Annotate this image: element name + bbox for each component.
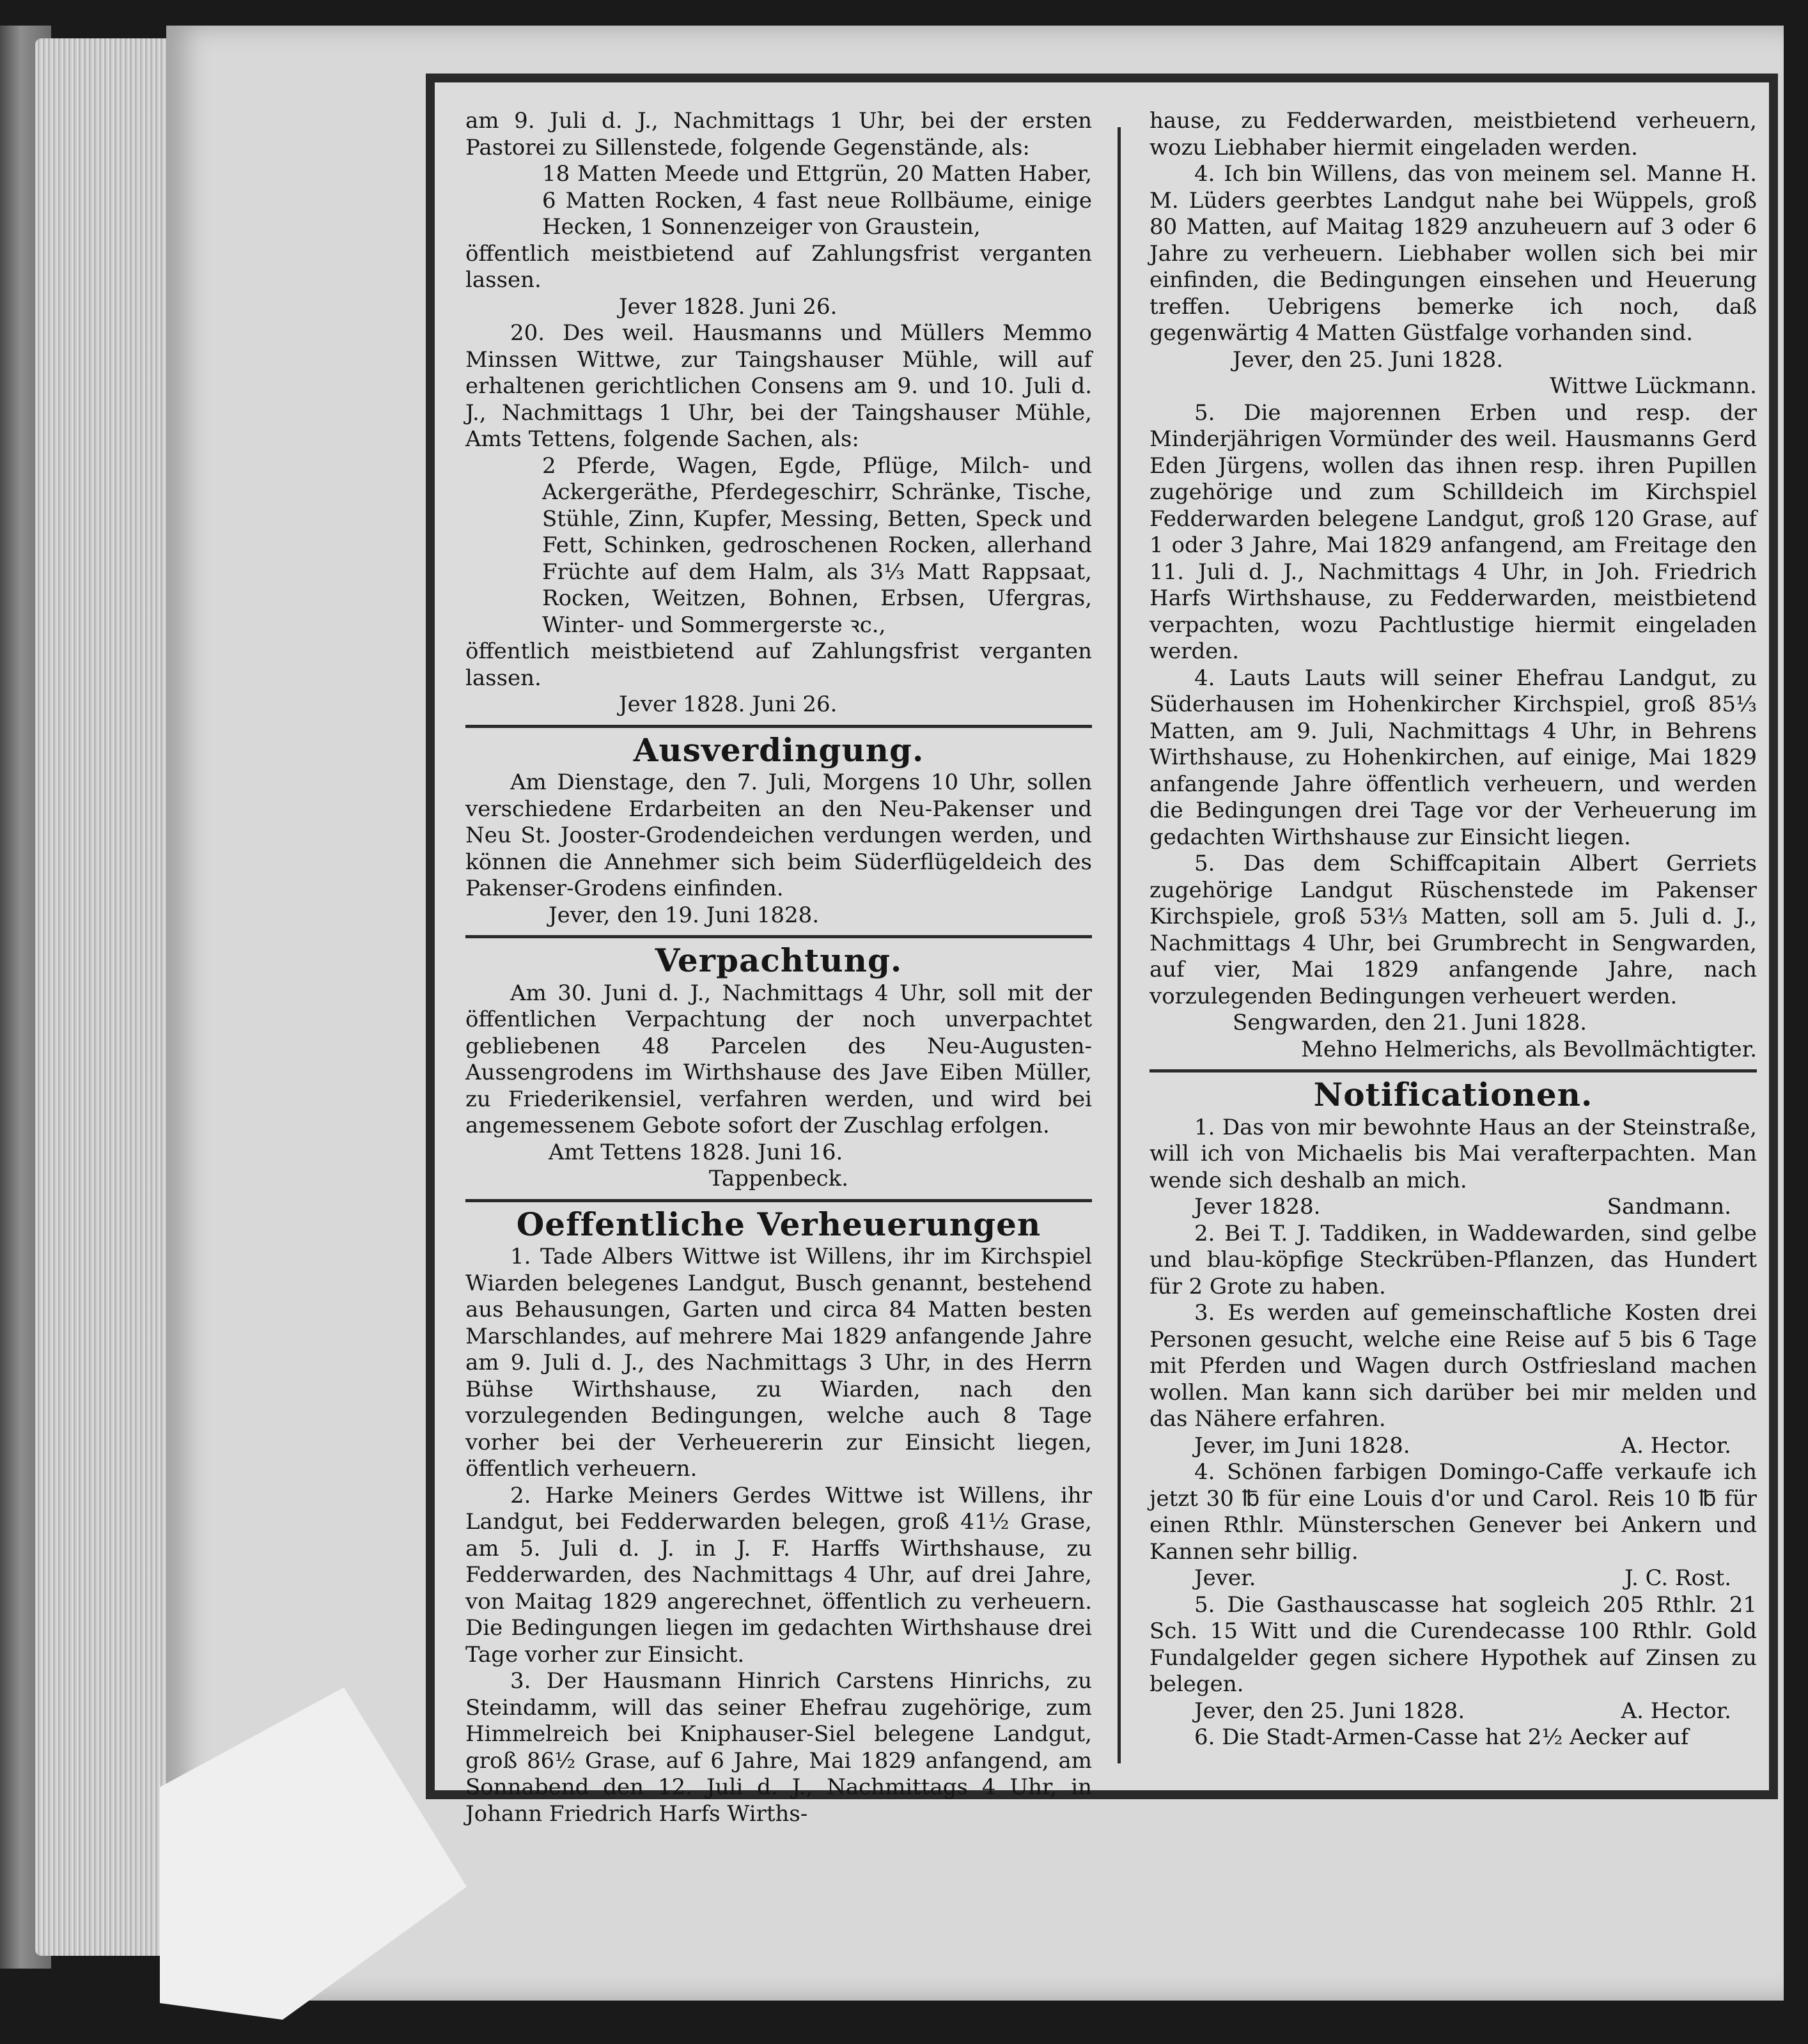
notice-text: 5. Das dem Schiffcapitain Albert Gerriets zugehörige Landgut Rüschenstede im Pakenser Kirchspiele, groß 53⅓ Matten, soll am 5. Juli d. J., Nachmittags 4 Uhr, bei Grumbrecht in Sengwarden, auf vier, Mai 1829 anfangende Jahre, nach vorzulegenden Bedingungen verheuert werden.: [1149, 851, 1757, 1009]
section-rule: [465, 935, 1092, 938]
notice-date: [1149, 1433, 1757, 1460]
notice-text: 3. Der Hausmann Hinrich Carstens Hinrichs, zu Steindamm, will das seiner Ehefrau zugehörige, zum Himmelreich bei Kniphauser-Siel belegene Landgut, groß 86½ Grase, auf 6 Jahre, Mai 1829 anfangend, am Sonnabend den 12. Juli d. J., Nachmittags 4 Uhr, in Johann Friedrich Harfs Wirths-: [465, 1668, 1092, 1827]
notice-text: 1. Tade Albers Wittwe ist Willens, ihr im Kirchspiel Wiarden belegenes Landgut, Busch genannt, bestehend aus Behausungen, Garten und circa 84 Matten besten Marschlandes, auf mehrere Mai 1829 anfangende Jahre am 9. Juli d. J., des Nachmittags 3 Uhr, in des Herrn Bühse Wirthshause, zu Wiarden, nach den vorzulegenden Bedingungen, welche auch 8 Tage vorher bei der Verheuererin zur Einsicht liegen, öffentlich verheuern.: [465, 1244, 1092, 1482]
notice-text: 5. Die majorennen Erben und resp. der Minderjährigen Vormünder des weil. Hausmanns Gerd Eden Jürgens, wollen das ihnen resp. ihren Pupillen zugehörige und zum Schilldeich im Kirchspiel Fedderwarden belegene Landgut, groß 120 Grase, auf 1 oder 3 Jahre, Mai 1829 anfangend, am Freitage den 11. Juli d. J., Nachmittags 4 Uhr, in Joh. Friedrich Harfs Wirthshause, zu Fedderwarden, meistbietend verpachten, wozu Pachtlustige hiermit eingeladen werden.: [1149, 399, 1757, 664]
section-heading: Verpachtung.: [655, 941, 903, 979]
notice-text: 4. Schönen farbigen Domingo-Caffe verkaufe ich jetzt 30 ℔ für eine Louis d'or und Carol. Reis 10 ℔ für einen Rthlr. Münsterschen Genever bei Ankern und Kannen sehr billig.: [1149, 1459, 1757, 1565]
notice-text: 2. Bei T. J. Taddiken, in Waddewarden, sind gelbe und blau-köpfige Steckrüben-Pflanzen, das Hundert für 2 Grote zu haben.: [1149, 1220, 1757, 1299]
notice-date-text: Jever.: [1194, 1565, 1256, 1591]
notice-text: 4. Lauts Lauts will seiner Ehefrau Landgut, zu Süderhausen im Hohenkircher Kirchspiel, groß 85⅓ Matten, am 9. Juli, Nachmittags 4 Uhr, in Behrens Wirthshause, zu Hohenkirchen, auf einige, Mai 1829 anfangende Jahre öffentlich verheuern, und werden die Bedingungen drei Tage vor der Verheuerung im gedachten Wirthshause zur Einsicht liegen.: [1149, 665, 1757, 850]
notice-text: 20. Des weil. Hausmanns und Müllers Memmo Minssen Wittwe, zur Taingshauser Mühle, will auf erhaltenen gerichtlichen Consens am 9. und 10. Juli d. J., Nachmittags 1 Uhr, bei der Taingshauser Mühle, Amts Tettens, folgende Sachen, als:: [465, 320, 1092, 452]
notice-date: Jever 1828. Juni 26.: [619, 293, 838, 320]
notice-date-text: Jever, den 25. Juni 1828.: [1194, 1698, 1465, 1724]
section-rule: [465, 725, 1092, 728]
newspaper-frame: [426, 74, 1778, 1827]
notice-signature: A. Hector.: [1621, 1432, 1731, 1459]
notice-signature: Sandmann.: [1607, 1194, 1731, 1219]
notice-text: Am Dienstage, den 7. Juli, Morgens 10 Uhr, sollen verschiedene Erdarbeiten an den Neu-Pakenser und Neu St. Jooster-Grodendeichen verdungen werden, und können die Annehmer sich beim Süderflügeldeich des Pakenser-Grodens einfinden.: [465, 770, 1092, 901]
notice-signature: Mehno Helmerichs, als Bevollmächtigter.: [1301, 1036, 1757, 1062]
item-list: 2 Pferde, Wagen, Egde, Pflüge, Milch- und Ackergeräthe, Pferdegeschirr, Schränke, Tische, Stühle, Zinn, Kupfer, Messing, Betten, Speck und Fett, Schinken, gedroschenen Rocken, allerhand Früchte auf dem Halm, als 3⅓ Matt Rappsaat, Rocken, Weitzen, Bohnen, Erbsen, Ufergras, Winter- und Sommergerste ꝛc.,: [542, 453, 1092, 638]
column-divider: [1118, 127, 1121, 1763]
notice-signature: A. Hector.: [1621, 1698, 1731, 1724]
left-column: [465, 108, 1092, 1827]
notice-date-text: Jever, im Juni 1828.: [1194, 1432, 1410, 1459]
notice-text: 6. Die Stadt-Armen-Casse hat 2½ Aecker auf: [1194, 1724, 1689, 1750]
notice-date: Jever 1828. Juni 26.: [619, 692, 838, 717]
notice-signature: J. C. Rost.: [1624, 1565, 1731, 1591]
notice-date-text: Jever 1828.: [1194, 1194, 1321, 1219]
notice-date: Sengwarden, den 21. Juni 1828.: [1233, 1010, 1587, 1035]
notice-text: öffentlich meistbietend auf Zahlungsfrist verganten lassen.: [465, 639, 1092, 691]
item-list: 18 Matten Meede und Ettgrün, 20 Matten Haber, 6 Matten Rocken, 4 fast neue Rollbäume, einige Hecken, 1 Sonnenzeiger von Graustein,: [542, 161, 1092, 240]
right-column: [1149, 108, 1757, 1771]
section-rule: [465, 1199, 1092, 1202]
notice-text: hause, zu Fedderwarden, meistbietend verheuern, wozu Liebhaber hiermit eingeladen werden.: [1149, 108, 1757, 160]
notice-date: Jever, den 25. Juni 1828.: [1233, 346, 1504, 373]
notice-date: [1149, 1565, 1757, 1592]
section-heading: Notificationen.: [1313, 1076, 1593, 1113]
notice-text: öffentlich meistbietend auf Zahlungsfrist verganten lassen.: [465, 240, 1092, 293]
notice-text: am 9. Juli d. J., Nachmittags 1 Uhr, bei der ersten Pastorei zu Sillenstede, folgende Gegenstände, als:: [465, 108, 1092, 160]
notice-text: 3. Es werden auf gemeinschaftliche Kosten drei Personen gesucht, welche eine Reise auf 5 bis 6 Tage mit Pferden und Wagen durch Ostfriesland machen wollen. Man kann sich darüber bei mir melden und das Nähere erfahren.: [1149, 1300, 1757, 1432]
section-heading: Oeffentliche Verheuerungen: [516, 1205, 1041, 1243]
section-heading: Ausverdingung.: [633, 731, 924, 769]
notice-date: [1149, 1698, 1757, 1725]
section-rule: [1149, 1069, 1757, 1072]
notice-date: Amt Tettens 1828. Juni 16.: [549, 1139, 843, 1165]
notice-text: 1. Das von mir bewohnte Haus an der Steinstraße, will ich von Michaelis bis Mai verafterpachten. Man wende sich deshalb an mich.: [1149, 1114, 1757, 1193]
notice-date: [1149, 1194, 1757, 1221]
notice-date: Jever, den 19. Juni 1828.: [549, 902, 820, 928]
book-page-edges: [35, 38, 189, 1956]
notice-signature: Wittwe Lückmann.: [1550, 373, 1757, 399]
notice-text: Am 30. Juni d. J., Nachmittags 4 Uhr, soll mit der öffentlichen Verpachtung der noch unverpachtet gebliebenen 48 Parcelen des Neu-Augusten-Aussengrodens im Wirthshause des Jave Eiben Müller, zu Friederikensiel, verfahren werden, und wird bei angemessenem Gebote sofort der Zuschlag erfolgen.: [465, 980, 1092, 1138]
notice-text: 2. Harke Meiners Gerdes Wittwe ist Willens, ihr Landgut, bei Fedderwarden belegen, groß 41½ Grase, am 5. Juli d. J. in J. F. Harffs Wirthshause, zu Fedderwarden, des Nachmittags 4 Uhr, auf drei Jahre, von Maitag 1829 angerechnet, öffentlich zu verheuern. Die Bedingungen liegen im gedachten Wirthshause drei Tage vorher zur Einsicht.: [465, 1482, 1092, 1668]
notice-signature: Tappenbeck.: [708, 1166, 849, 1191]
notice-text: 5. Die Gasthauscasse hat sogleich 205 Rthlr. 21 Sch. 15 Witt und die Curendecasse 100 Rthlr. Gold Fundalgelder gegen sichere Hypothek auf Zinsen zu belegen.: [1149, 1591, 1757, 1697]
notice-text: 4. Ich bin Willens, das von meinem sel. Manne H. M. Lüders geerbtes Landgut nahe bei Wüppels, groß 80 Matten, auf Maitag 1829 anzuheuern auf 3 oder 6 Jahre zu verheuern. Liebhaber wollen sich bei mir einfinden, die Bedingungen einsehen und Heuerung treffen. Uebrigens bemerke ich noch, daß gegenwärtig 4 Matten Güstfalge vorhanden sind.: [1149, 161, 1757, 346]
